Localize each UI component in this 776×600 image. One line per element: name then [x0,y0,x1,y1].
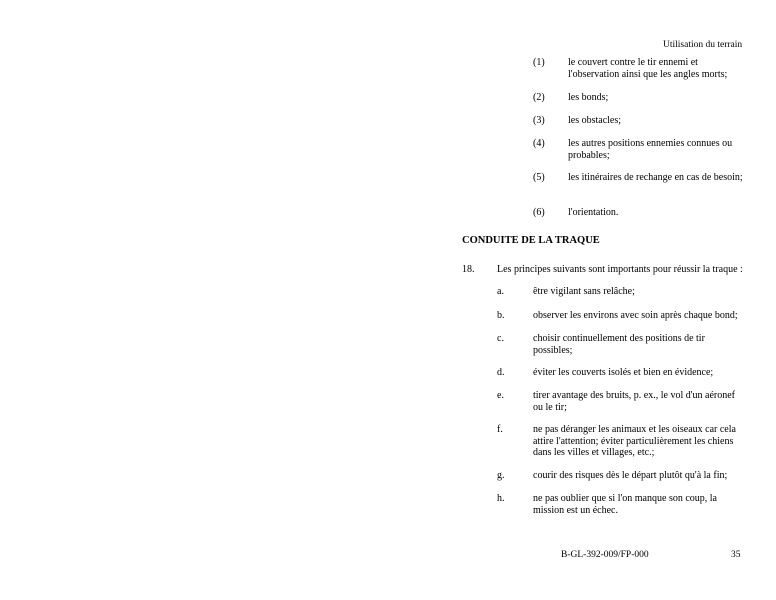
list-item-line: probables; [568,149,610,161]
list-item-line: être vigilant sans relâche; [533,286,635,297]
list-number: (4) [533,138,545,149]
paragraph-text: Les principes suivants sont importants pour réussir la traque : [497,264,743,275]
list-item-line: les obstacles; [568,115,622,126]
list-letter: h. [497,493,505,504]
list-letter: a. [497,286,504,297]
list-number: (2) [533,92,545,103]
list-item-line: ou le tir; [533,401,567,413]
paragraph-number: 18. [462,264,475,275]
list-item-line: dans les villes et villages, etc.; [533,447,655,458]
page-number: 35 [731,550,741,560]
document-code: B-GL-392-009/FP-000 [561,550,649,560]
list-item-line: ne pas oublier que si l'on manque son coup, la [533,493,717,504]
list-number: (5) [533,172,545,183]
list-item-line: l'orientation. [568,207,619,218]
list-item-line: choisir continuellement des positions de tir [533,333,705,344]
list-number: (3) [533,115,545,126]
list-item-line: éviter les couverts isolés et bien en évidence; [533,367,714,378]
list-item-line: l'observation ainsi que les angles morts; [568,68,728,80]
list-item-line: tirer avantage des bruits, p. ex., le vol d'un aéronef [533,390,736,401]
list-item-line: le couvert contre le tir ennemi et [568,57,698,68]
list-item-line: les itinéraires de rechange en cas de besoin; [568,172,743,183]
list-letter: c. [497,333,504,344]
list-item-line: attire l'attention; éviter particulièrement les chiens [533,435,734,447]
list-letter: g. [497,470,505,481]
running-header: Utilisation du terrain [663,40,743,50]
list-item-line: courir des risques dès le départ plutôt qu'à la fin; [533,470,728,481]
list-item-line: mission est un échec. [533,504,618,516]
list-item-line: les autres positions ennemies connues ou [568,138,733,149]
list-item-line: observer les environs avec soin après chaque bond; [533,310,738,321]
list-item-line: les bonds; [568,92,609,103]
list-letter: e. [497,390,504,401]
list-letter: b. [497,310,505,321]
list-item-line: ne pas déranger les animaux et les oiseaux car cela [533,424,736,435]
list-number: (1) [533,57,545,68]
list-letter: d. [497,367,505,378]
section-title: CONDUITE DE LA TRAQUE [462,235,600,246]
list-item-line: possibles; [533,344,573,356]
list-letter: f. [497,424,503,435]
list-number: (6) [533,207,545,218]
